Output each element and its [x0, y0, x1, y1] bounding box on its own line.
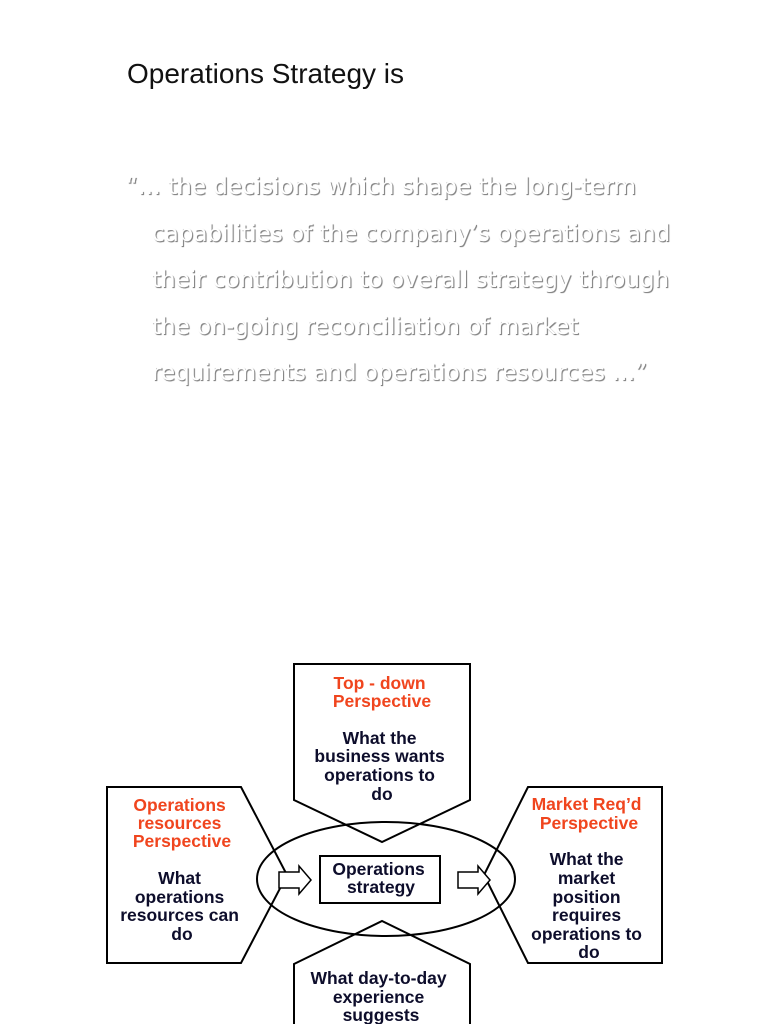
right-body-line: requires	[552, 905, 622, 925]
svg-text:Top - down Perspective	[333, 673, 432, 711]
right-body-line: operations to	[531, 924, 642, 944]
left-body-line: What	[158, 868, 201, 888]
right-body-line: do	[578, 942, 600, 962]
svg-text:Market Req’d Perspective	[532, 794, 647, 833]
bottom-body-line: experience	[332, 987, 425, 1007]
top-body-line: operations to	[324, 765, 435, 785]
quote-line: “… the decisions which shape the long-term	[126, 174, 637, 200]
right-body-line: position	[552, 887, 621, 907]
right-body-line: What the	[549, 849, 624, 869]
center-label-line: Operations	[332, 859, 425, 879]
center-label-line: strategy	[346, 877, 416, 897]
right-arrow-icon	[458, 866, 490, 894]
quote-line: requirements and operations resources …”	[152, 360, 648, 386]
top-heading-line: Perspective	[332, 691, 432, 711]
right-heading-line: Market Req’d	[531, 794, 642, 814]
svg-text:Operations resources P	[133, 795, 232, 851]
left-heading-line: resources	[137, 813, 222, 833]
top-heading-line: Top - down	[333, 673, 426, 693]
top-body-line: What the	[342, 728, 417, 748]
right-heading-line: Perspective	[539, 813, 639, 833]
left-body-line: resources can	[120, 905, 239, 925]
bottom-body-line: suggests	[342, 1005, 420, 1024]
svg-text:Operations strategy	[332, 859, 429, 897]
slide-title: Operations Strategy is	[127, 58, 405, 89]
left-body-line: do	[171, 924, 193, 944]
top-body-line: business wants	[314, 746, 445, 766]
bottom-body-line: What day-to-day	[310, 968, 447, 988]
quote-line: the on-going reconciliation of market	[152, 313, 579, 340]
left-body-line: operations	[134, 887, 225, 907]
left-heading-line: Operations	[133, 795, 226, 815]
quote-line: their contribution to overall strategy through	[152, 267, 670, 293]
right-body-line: market	[557, 868, 616, 888]
left-heading-line: Perspective	[132, 831, 232, 851]
top-body-line: do	[371, 784, 393, 804]
quote-line: capabilities of the company’s operations and	[152, 220, 671, 247]
